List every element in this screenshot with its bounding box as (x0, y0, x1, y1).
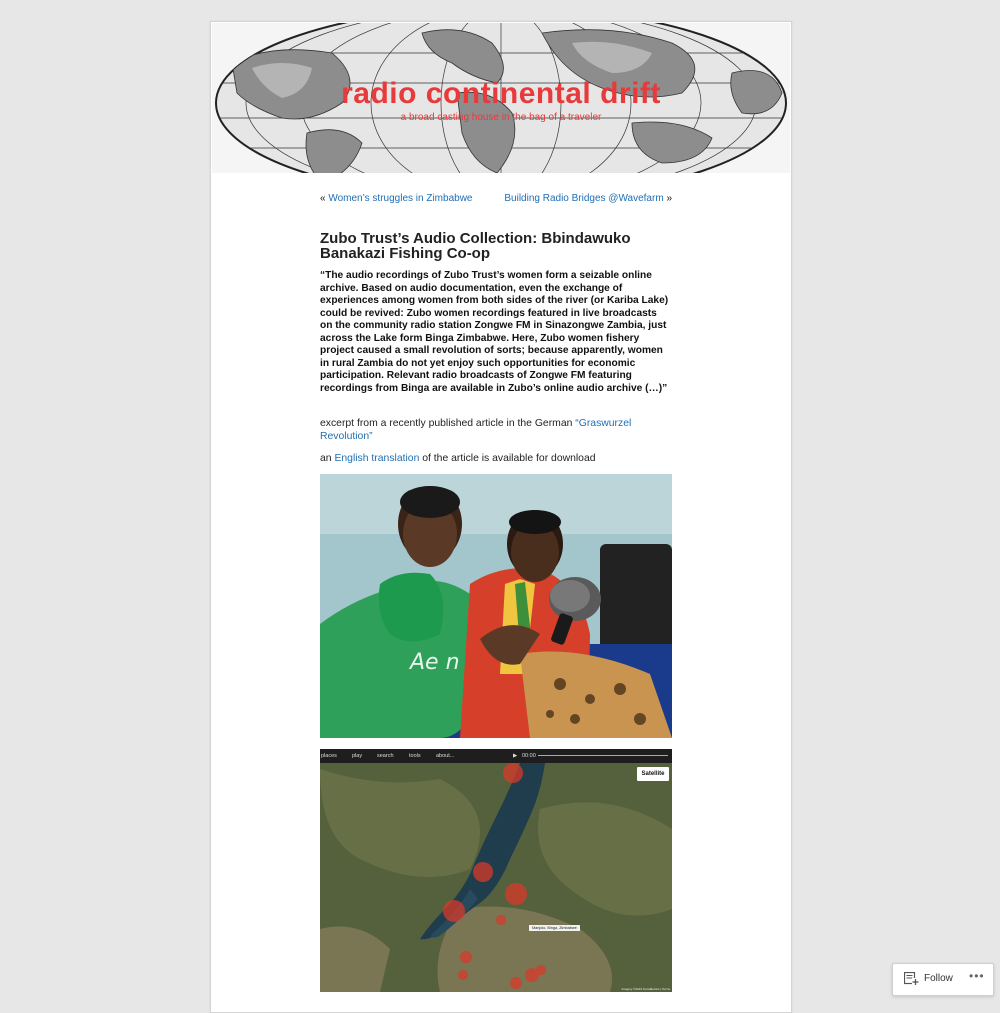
next-arrow: » (666, 193, 672, 204)
next-post-nav (504, 192, 672, 206)
more-options-icon[interactable]: ••• (969, 969, 985, 983)
excerpt-text: excerpt from a recently published article in the German (320, 418, 576, 429)
map-menu-about[interactable]: about... (436, 753, 455, 759)
translation-suffix: of the article is available for download (419, 453, 596, 464)
map-menu-bar (320, 749, 672, 763)
follow-widget (892, 963, 994, 996)
women-recording-photo[interactable] (320, 474, 672, 738)
previous-arrow: « (320, 193, 326, 204)
previous-post-link[interactable]: Women’s struggles in Zimbabwe (328, 193, 473, 204)
map-menu-play[interactable]: play (352, 753, 363, 759)
map-menu-tools[interactable]: tools (409, 753, 421, 759)
graswurzel-revolution-link[interactable]: “Graswurzel Revolution” (320, 418, 632, 442)
translation-prefix: an (320, 453, 335, 464)
audio-archive-map[interactable] (320, 749, 672, 992)
map-attribution: Imagery ©2016 TerraMetrics | Terms (621, 987, 670, 991)
blog-tagline: a broad casting house in the bag of a traveler (400, 112, 602, 123)
audio-progress-track[interactable] (538, 755, 668, 756)
excerpt-paragraph (320, 418, 672, 443)
next-post-link[interactable]: Building Radio Bridges @Wavefarm (504, 193, 664, 204)
map-menu-places[interactable]: places (321, 753, 337, 759)
photo-illustration (320, 474, 672, 738)
english-translation-link[interactable]: English translation (334, 453, 420, 464)
play-icon[interactable]: ▶ (513, 753, 518, 759)
map-place-label[interactable]: Manjolo, Binga, Zimbabwe (529, 925, 580, 931)
svg-text:Ae n: Ae n (410, 650, 460, 675)
page-container (210, 21, 792, 1013)
follow-reader-icon (904, 972, 919, 986)
satellite-map-image (320, 749, 672, 992)
post-title: Zubo Trust’s Audio Collection: Bbindawuko Banakazi Fishing Co-op (320, 230, 631, 262)
blog-title-link[interactable]: radio continental drift (341, 77, 661, 110)
previous-post-nav (320, 192, 472, 206)
post-quote: “The audio recordings of Zubo Trust’s women form a seizable online archive. Based on audio documentation, even the exchange of experiences among women from both sides of the river (or Kariba Lake) could be revived: Zubo women recordings featured in live broadcasts on the community radio station Zongwe FM in Sinazongwe Zambia, just across the Lake form Binga Zimbabwe. Here, Zubo women fishery project caused a small revolution of sorts; because apparently, women in rural Zambia do not yet enjoy such opportunities for economic participation. Relevant radio broadcasts of Zongwe FM featuring recordings from Binga are available in Zubo’s online audio archive (…)” (320, 270, 669, 394)
follow-label: Follow (924, 973, 953, 984)
header-banner (212, 23, 790, 173)
translation-paragraph (320, 453, 672, 466)
satellite-button[interactable]: Satellite (637, 767, 669, 781)
map-menu-search[interactable]: search (377, 753, 394, 759)
audio-time: 00:00 (522, 753, 536, 759)
